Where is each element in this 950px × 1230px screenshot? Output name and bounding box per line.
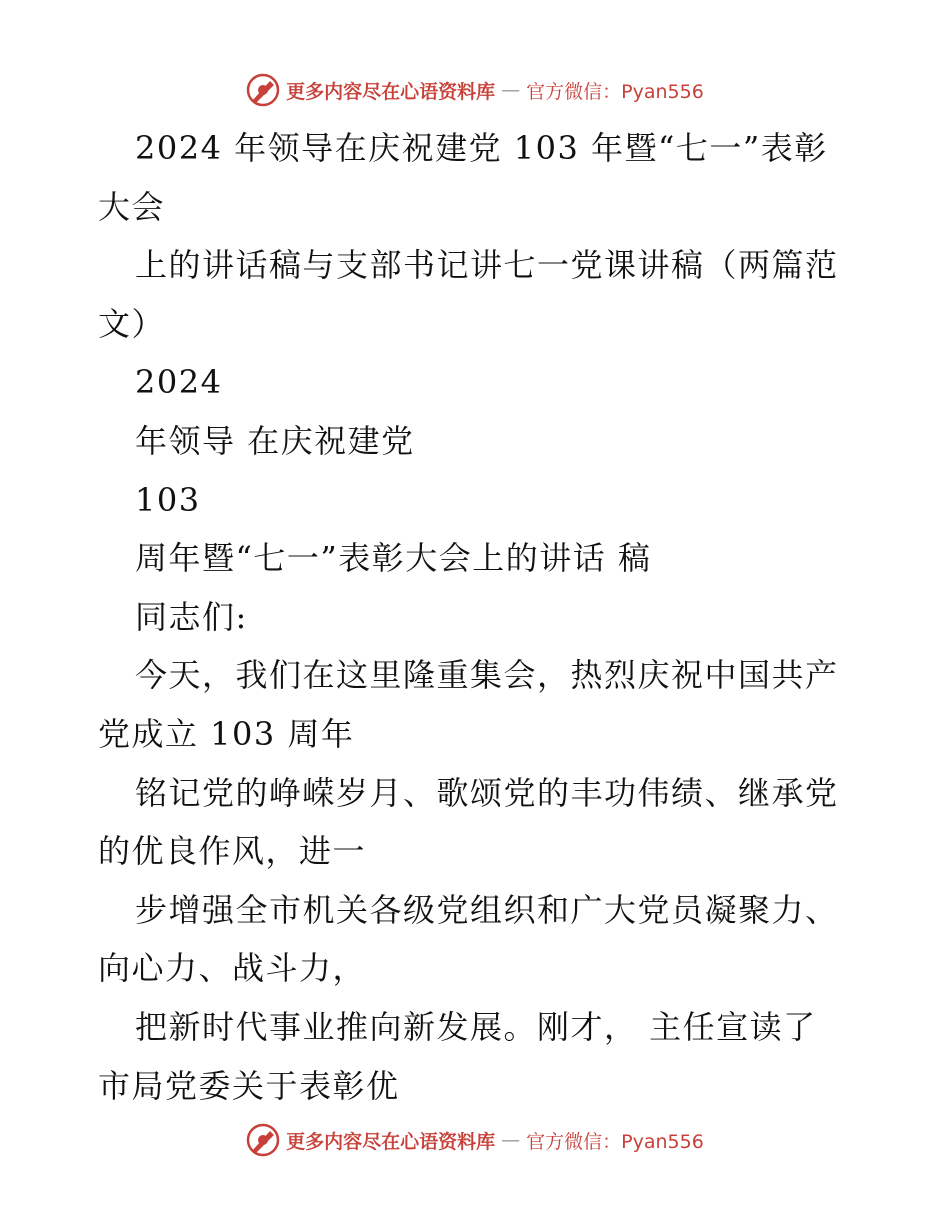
- text-line: 向心力、战斗力，: [98, 949, 367, 988]
- banner-main-text: 更多内容尽在心语资料库: [286, 80, 496, 103]
- salutation: 同志们:: [135, 597, 248, 636]
- text-line: 103: [135, 480, 201, 519]
- text-line: 党成立 103 周年: [98, 714, 355, 753]
- document-body: [98, 128, 858, 1124]
- text-line: 市局党委关于表彰优: [98, 1066, 400, 1105]
- text-line: 大会: [98, 187, 166, 226]
- text-line: 2024: [135, 363, 223, 402]
- text-line: 的优良作风，进一: [98, 832, 367, 871]
- text-line: 2024 年领导在庆祝建党 103 年暨“七一”表彰: [135, 129, 828, 167]
- text-line: 步增强全市机关各级党组织和广大党员凝聚力、: [135, 890, 839, 929]
- text-line: 上的讲话稿与支部书记讲七一党课讲稿（两篇范: [135, 246, 839, 285]
- text-line: 周年暨“七一”表彰大会上的讲话 稿: [135, 539, 652, 578]
- pen-logo-icon: [246, 73, 280, 107]
- text-line: 把新时代事业推向新发展。刚才， 主任宣读了: [135, 1007, 817, 1046]
- banner-separator: —: [501, 79, 521, 101]
- text-line: 年领导 在庆祝建党: [135, 421, 415, 460]
- footer-banner[interactable]: [0, 1120, 950, 1160]
- banner-main-text: 更多内容尽在心语资料库: [286, 1130, 496, 1153]
- banner-wechat-text: 官方微信：Pyan556: [526, 1130, 704, 1153]
- text-line: 文）: [98, 304, 166, 343]
- banner-wechat-text: 官方微信：Pyan556: [526, 80, 704, 103]
- text-line: 铭记党的峥嵘岁月、歌颂党的丰功伟绩、继承党: [135, 773, 839, 812]
- banner-separator: —: [501, 1129, 521, 1151]
- header-banner[interactable]: [0, 70, 950, 110]
- text-line: 今天，我们在这里隆重集会，热烈庆祝中国共产: [135, 656, 839, 695]
- pen-logo-icon: [246, 1123, 280, 1157]
